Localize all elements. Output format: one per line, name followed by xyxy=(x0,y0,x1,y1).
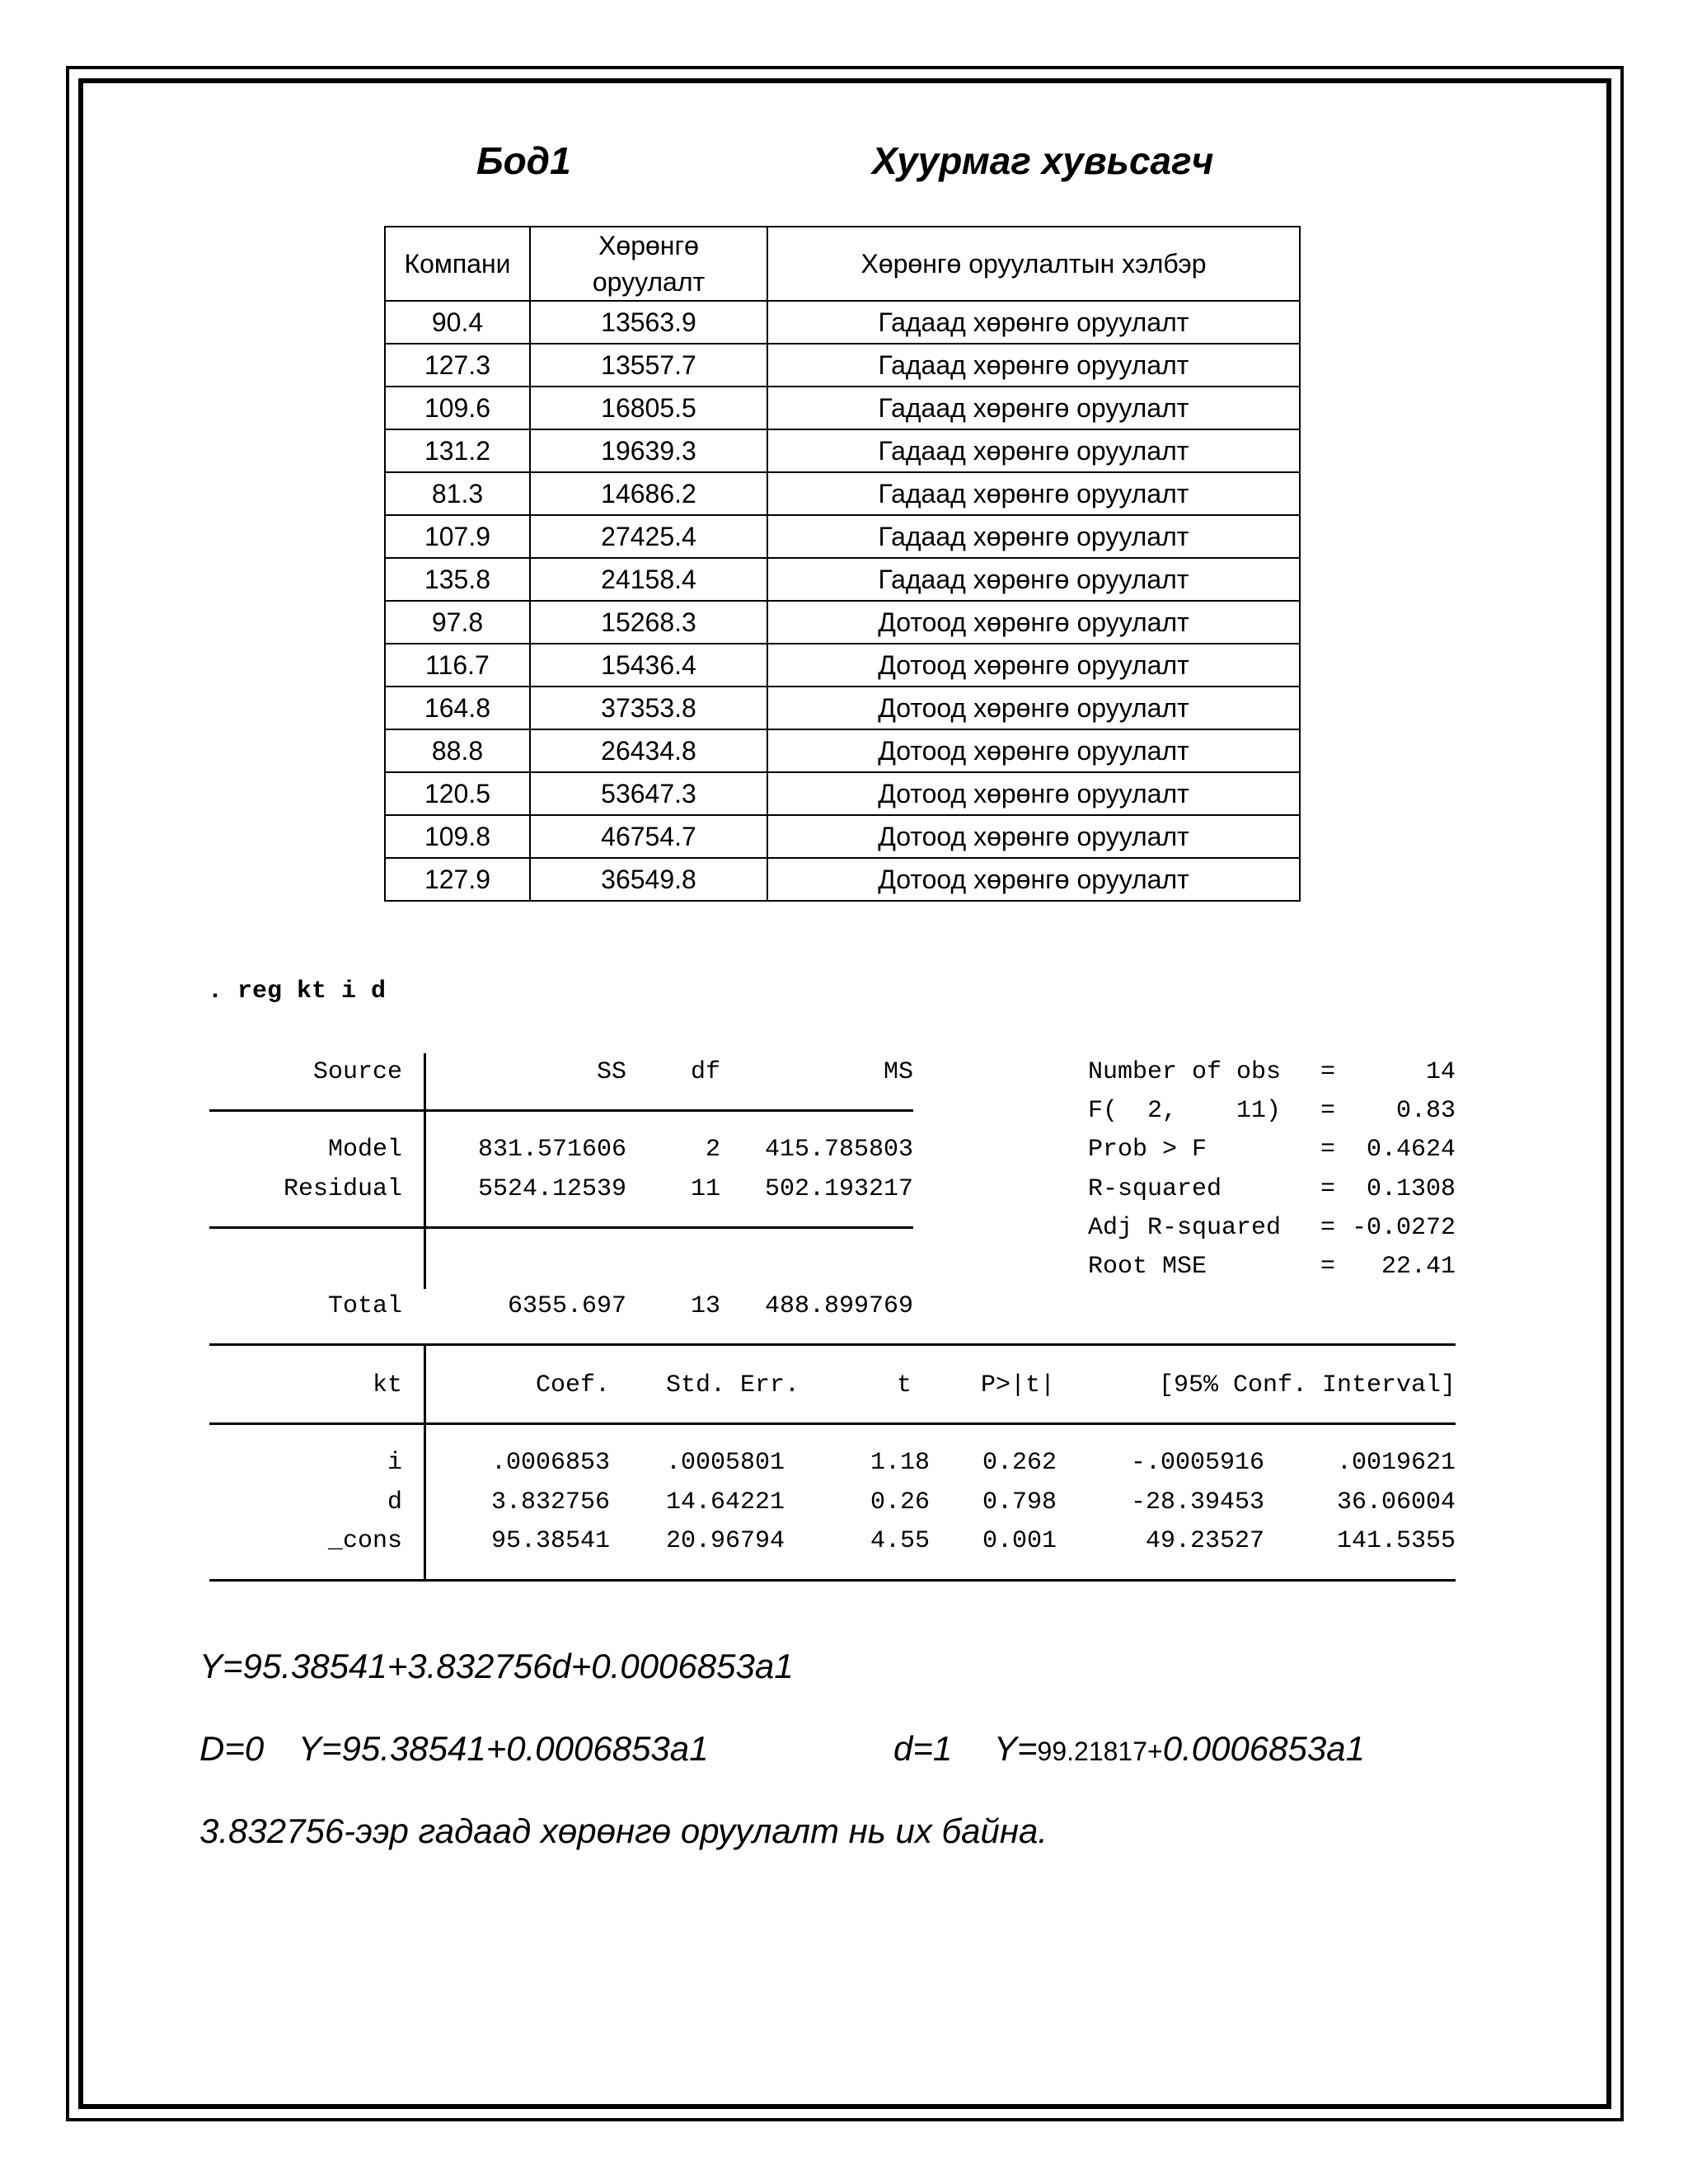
table-row xyxy=(385,815,1300,858)
coef-value: 141.5355 xyxy=(1336,1527,1456,1555)
coef-value: 1.18 xyxy=(870,1449,930,1477)
coef-divider-vertical xyxy=(424,1343,426,1582)
cell-company: 127.9 xyxy=(385,858,530,901)
cell-investment: 53647.3 xyxy=(530,772,767,815)
cell-investment: 13557.7 xyxy=(530,344,767,387)
anova-value: 831.571606 xyxy=(477,1136,626,1164)
coef-header: t xyxy=(896,1371,912,1399)
coef-header: kt xyxy=(372,1371,402,1399)
coef-rule-top xyxy=(209,1343,1456,1346)
cell-investment-type: Гадаад хөрөнгө оруулалт xyxy=(767,429,1300,472)
stat-value: 0.83 xyxy=(1395,1097,1456,1125)
cell-investment-type: Дотоод хөрөнгө оруулалт xyxy=(767,815,1300,858)
coef-value: .0005801 xyxy=(665,1449,785,1477)
column-header-investment-type: Хөрөнгө оруулалтын хэлбэр xyxy=(767,227,1300,301)
cell-investment: 15436.4 xyxy=(530,644,767,687)
cell-investment-type: Гадаад хөрөнгө оруулалт xyxy=(767,558,1300,601)
anova-value: 502.193217 xyxy=(764,1175,913,1203)
anova-total-value: 13 xyxy=(690,1292,720,1320)
coef-header: [95% Conf. Interval] xyxy=(1158,1371,1456,1399)
anova-value: 5524.12539 xyxy=(477,1175,626,1203)
anova-value: 415.785803 xyxy=(764,1136,913,1164)
cell-investment: 24158.4 xyxy=(530,558,767,601)
coef-row-label: _cons xyxy=(327,1527,402,1555)
coef-header: P>|t| xyxy=(980,1371,1055,1399)
cell-investment: 19639.3 xyxy=(530,429,767,472)
coef-value: 0.798 xyxy=(982,1488,1057,1516)
table-row xyxy=(385,301,1300,344)
coef-value: -28.39453 xyxy=(1130,1488,1264,1516)
column-header-investment-line2: оруулалт xyxy=(592,267,706,297)
coef-value: 0.001 xyxy=(982,1527,1057,1555)
equation-d1-suffix: 0.0006853a1 xyxy=(1162,1729,1365,1768)
cell-investment: 15268.3 xyxy=(530,601,767,644)
cell-investment-type: Гадаад хөрөнгө оруулалт xyxy=(767,344,1300,387)
cell-investment-type: Дотоод хөрөнгө оруулалт xyxy=(767,687,1300,729)
table-row xyxy=(385,429,1300,472)
coef-value: -.0005916 xyxy=(1130,1449,1264,1477)
stata-command: . reg kt i d xyxy=(208,977,387,1005)
equation-d1-prefix: Y= xyxy=(994,1729,1038,1768)
coef-rule-header xyxy=(209,1422,1456,1425)
table-row xyxy=(385,515,1300,558)
coef-header: Coef. xyxy=(535,1371,610,1399)
stat-value: -0.0272 xyxy=(1351,1214,1456,1242)
coef-value: 0.26 xyxy=(870,1488,930,1516)
table-row xyxy=(385,644,1300,687)
regression-equation: Y=95.38541+3.832756d+0.0006853a1 xyxy=(199,1647,794,1685)
section-heading-dummy-variable: Хуурмаг хувьсагч xyxy=(872,139,1214,182)
stat-label: Prob > F xyxy=(1088,1136,1207,1164)
cell-company: 107.9 xyxy=(385,515,530,558)
section-heading-bod1: Бод1 xyxy=(476,139,571,182)
stat-label: Root MSE xyxy=(1088,1253,1207,1281)
anova-divider-vertical xyxy=(424,1053,426,1289)
table-row xyxy=(385,558,1300,601)
stat-value: 0.1308 xyxy=(1366,1175,1456,1203)
stat-equals: = xyxy=(1320,1058,1336,1086)
coef-value: 95.38541 xyxy=(490,1527,610,1555)
cell-investment-type: Дотоод хөрөнгө оруулалт xyxy=(767,772,1300,815)
coef-header: Std. Err. xyxy=(665,1371,799,1399)
coef-row-label: i xyxy=(387,1449,402,1477)
coef-value: 3.832756 xyxy=(490,1488,610,1516)
cell-investment: 36549.8 xyxy=(530,858,767,901)
anova-value: 2 xyxy=(705,1136,720,1164)
coef-value: 4.55 xyxy=(870,1527,930,1555)
coef-rule-bottom xyxy=(209,1579,1456,1582)
anova-header: df xyxy=(690,1058,720,1086)
stat-equals: = xyxy=(1320,1253,1336,1281)
stat-equals: = xyxy=(1320,1214,1336,1242)
anova-value: 11 xyxy=(690,1175,720,1203)
stat-equals: = xyxy=(1320,1097,1336,1125)
cell-investment-type: Дотоод хөрөнгө оруулалт xyxy=(767,729,1300,772)
stat-value: 22.41 xyxy=(1381,1253,1456,1281)
cell-investment: 46754.7 xyxy=(530,815,767,858)
stat-label: Number of obs xyxy=(1088,1058,1282,1086)
stat-equals: = xyxy=(1320,1136,1336,1164)
cell-company: 135.8 xyxy=(385,558,530,601)
cell-investment-type: Гадаад хөрөнгө оруулалт xyxy=(767,515,1300,558)
anova-header: Source xyxy=(312,1058,402,1086)
cell-company: 127.3 xyxy=(385,344,530,387)
equation-d0: Y=95.38541+0.0006853a1 xyxy=(298,1729,709,1768)
cell-investment-type: Дотоод хөрөнгө оруулалт xyxy=(767,858,1300,901)
cell-company: 97.8 xyxy=(385,601,530,644)
anova-rule-top xyxy=(209,1109,913,1112)
coef-value: 49.23527 xyxy=(1145,1527,1264,1555)
equation-d1-label: d=1 xyxy=(893,1729,953,1768)
coef-value: 0.262 xyxy=(982,1449,1057,1477)
cell-company: 90.4 xyxy=(385,301,530,344)
anova-total-value: 6355.697 xyxy=(507,1292,626,1320)
data-table xyxy=(384,226,1301,902)
column-header-company: Компани xyxy=(385,227,530,301)
cell-company: 88.8 xyxy=(385,729,530,772)
cell-investment: 14686.2 xyxy=(530,472,767,515)
cell-investment: 26434.8 xyxy=(530,729,767,772)
stat-label: R-squared xyxy=(1088,1175,1222,1203)
cell-investment: 37353.8 xyxy=(530,687,767,729)
cell-company: 109.8 xyxy=(385,815,530,858)
table-row xyxy=(385,729,1300,772)
cell-investment-type: Дотоод хөрөнгө оруулалт xyxy=(767,601,1300,644)
table-row xyxy=(385,687,1300,729)
stat-label: Adj R-squared xyxy=(1088,1214,1282,1242)
table-header-row xyxy=(385,227,1300,301)
table-row xyxy=(385,601,1300,644)
table-row xyxy=(385,772,1300,815)
table-row xyxy=(385,858,1300,901)
anova-rule-bottom xyxy=(209,1226,913,1229)
equation-d0-label: D=0 xyxy=(199,1729,265,1768)
cell-company: 109.6 xyxy=(385,387,530,429)
anova-total-label: Total xyxy=(327,1292,402,1320)
cell-investment: 27425.4 xyxy=(530,515,767,558)
coef-value: .0006853 xyxy=(490,1449,610,1477)
coef-value: 36.06004 xyxy=(1336,1488,1456,1516)
cell-company: 116.7 xyxy=(385,644,530,687)
cell-company: 120.5 xyxy=(385,772,530,815)
cell-company: 81.3 xyxy=(385,472,530,515)
coef-value: 20.96794 xyxy=(665,1527,785,1555)
coef-row-label: d xyxy=(387,1488,402,1516)
cell-investment: 16805.5 xyxy=(530,387,767,429)
cell-company: 131.2 xyxy=(385,429,530,472)
cell-investment-type: Гадаад хөрөнгө оруулалт xyxy=(767,387,1300,429)
stat-equals: = xyxy=(1320,1175,1336,1203)
anova-header: MS xyxy=(883,1058,913,1086)
cell-investment-type: Гадаад хөрөнгө оруулалт xyxy=(767,301,1300,344)
stat-label: F( 2, 11) xyxy=(1088,1097,1282,1125)
coef-value: .0019621 xyxy=(1336,1449,1456,1477)
cell-company: 164.8 xyxy=(385,687,530,729)
anova-row-label: Residual xyxy=(283,1175,402,1203)
column-header-investment-line1: Хөрөнгө xyxy=(598,231,699,260)
conclusion-text: 3.832756-ээр гадаад хөрөнгө оруулалт нь их байна. xyxy=(199,1811,1048,1850)
equation-d1-value: 99.21817+ xyxy=(1037,1736,1163,1766)
table-row xyxy=(385,344,1300,387)
column-header-investment xyxy=(530,227,767,301)
stat-value: 14 xyxy=(1425,1058,1456,1086)
cell-investment-type: Гадаад хөрөнгө оруулалт xyxy=(767,472,1300,515)
cell-investment-type: Дотоод хөрөнгө оруулалт xyxy=(767,644,1300,687)
table-row xyxy=(385,472,1300,515)
anova-row-label: Model xyxy=(327,1136,402,1164)
coef-value: 14.64221 xyxy=(665,1488,785,1516)
table-row xyxy=(385,387,1300,429)
anova-total-value: 488.899769 xyxy=(764,1292,913,1320)
equation-d1 xyxy=(994,1729,1365,1769)
anova-header: SS xyxy=(596,1058,626,1086)
cell-investment: 13563.9 xyxy=(530,301,767,344)
stat-value: 0.4624 xyxy=(1366,1136,1456,1164)
